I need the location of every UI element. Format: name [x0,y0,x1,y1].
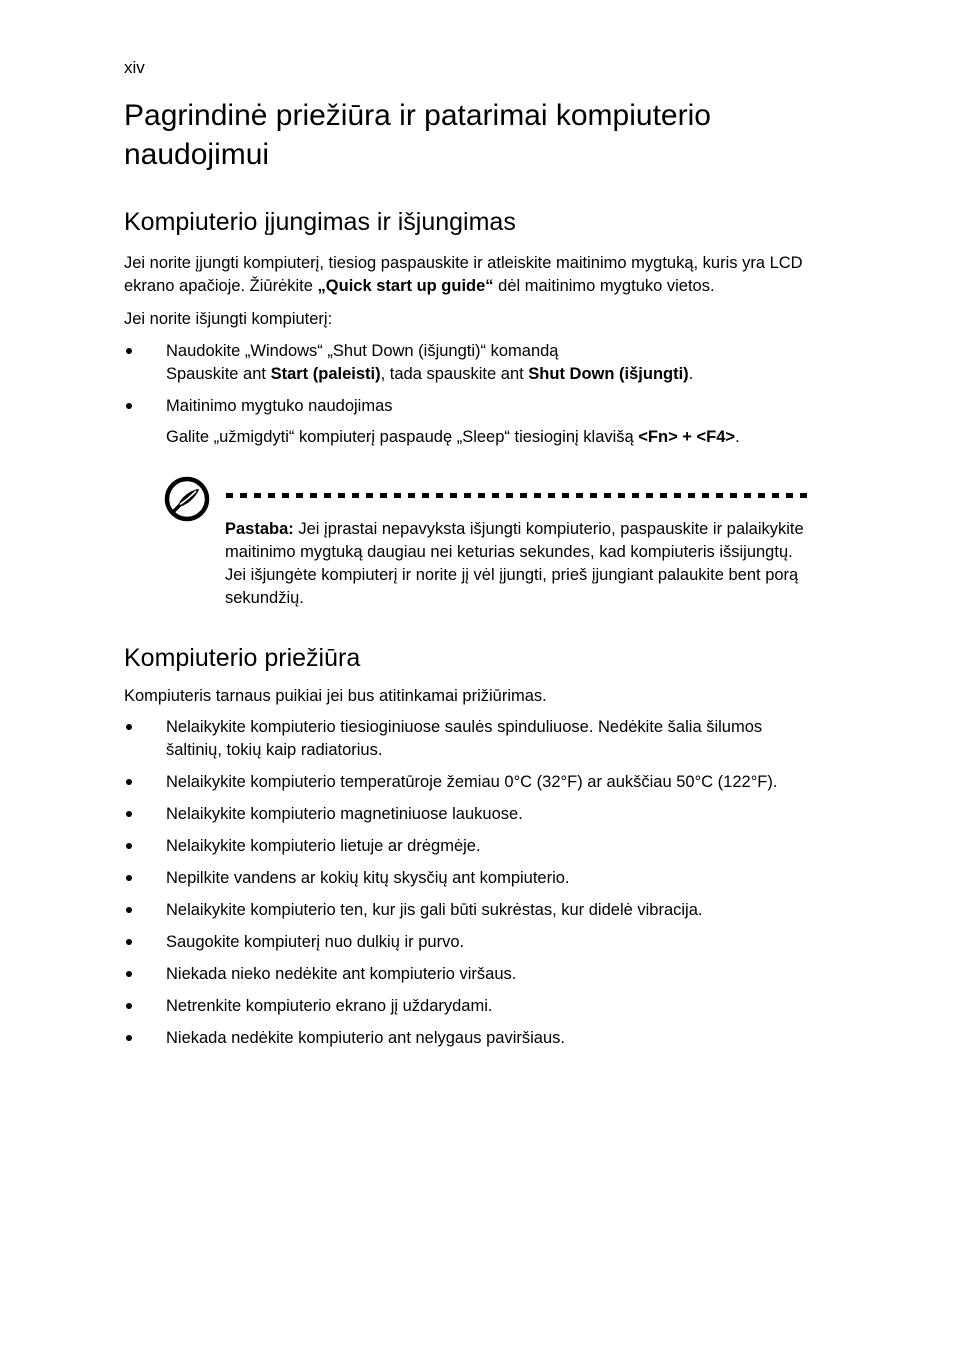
section-heading-power: Kompiuterio įjungimas ir išjungimas [124,208,516,236]
bullet-icon [126,403,132,409]
bullet-icon [126,1035,132,1041]
note-label: Pastaba: [225,520,294,538]
care-tips-list [124,716,814,1050]
power-on-text-end: dėl maitinimo mygtuko vietos. [493,277,715,295]
bullet-icon [126,907,132,913]
shutdown-label: Shut Down (išjungti) [528,365,689,383]
section-power-on-off [124,207,814,449]
care-intro: Kompiuteris tarnaus puikiai jei bus atitinkamai prižiūrimas. [124,687,547,705]
sleep-hotkey: <Fn> + <F4> [638,428,736,446]
list-item [124,803,814,826]
page-number: xiv [124,58,145,77]
section-heading-care: Kompiuterio priežiūra [124,644,361,672]
quick-start-guide-ref: „Quick start up guide“ [317,277,494,295]
note-divider [226,493,810,498]
power-on-text: Jei norite įjungti kompiuterį, tiesiog paspauskite ir atleiskite maitinimo mygtuką, kuris yra LCD ekrano apačioje. Žiūrėkite [124,254,803,295]
bullet-icon [126,811,132,817]
bullet-text: Niekada nieko nedėkite ant kompiuterio viršaus. [166,965,517,983]
section-computer-care [124,643,814,1059]
bullet-line [166,363,814,386]
list-item [124,1027,814,1050]
bullet-icon [126,875,132,881]
note-text [225,518,805,610]
page-title: Pagrindinė priežiūra ir patarimai kompiuterio naudojimui [124,99,711,171]
list-item [124,995,814,1018]
start-label: Start (paleisti) [270,365,381,383]
bullet-text: Galite „užmigdyti“ kompiuterį paspaudę „Sleep“ tiesioginį klavišą [166,428,639,446]
power-off-intro: Jei norite išjungti kompiuterį: [124,310,333,328]
bullet-icon [126,724,132,730]
bullet-text: , tada spauskite ant [380,365,529,383]
bullet-line [166,426,814,449]
bullet-text: Nelaikykite kompiuterio ten, kur jis gali būti sukrėstas, kur didelė vibracija. [166,901,703,919]
bullet-line: Naudokite „Windows“ „Shut Down (išjungti)“ komandą [166,342,559,360]
bullet-text: Netrenkite kompiuterio ekrano jį uždarydami. [166,997,493,1015]
bullet-text: Nelaikykite kompiuterio lietuje ar drėgmėje. [166,837,481,855]
power-on-paragraph [124,252,814,298]
bullet-text: Nelaikykite kompiuterio temperatūroje žemiau 0°C (32°F) ar aukščiau 50°C (122°F). [166,773,778,791]
note-body: Jei įprastai nepavyksta išjungti kompiuterio, paspauskite ir palaikykite maitinimo mygtuką daugiau nei keturias sekundes, kad kompiuteris išsijungtų. Jei išjungėte kompiuterį ir norite jį vėl įjungti, prieš įjungiant palaukite bent porą sekundžių. [225,520,804,607]
list-item [124,867,814,890]
list-item [124,716,814,762]
bullet-line: Maitinimo mygtuko naudojimas [166,397,393,415]
power-off-methods-list [124,340,814,449]
bullet-icon [126,971,132,977]
bullet-text: Spauskite ant [166,365,271,383]
note-box [164,476,814,616]
bullet-text: Nelaikykite kompiuterio tiesioginiuose saulės spinduliuose. Nedėkite šalia šilumos šaltinių, tokių kaip radiatorius. [166,718,763,759]
bullet-text: Nelaikykite kompiuterio magnetiniuose laukuose. [166,805,523,823]
bullet-icon [126,843,132,849]
list-item [124,340,814,386]
bullet-text: Niekada nedėkite kompiuterio ant nelygaus paviršiaus. [166,1029,565,1047]
bullet-text: Saugokite kompiuterį nuo dulkių ir purvo. [166,933,465,951]
bullet-text: . [735,428,740,446]
list-item [124,931,814,954]
bullet-icon [126,1003,132,1009]
note-pen-icon [164,476,210,522]
bullet-icon [126,939,132,945]
list-item [124,899,814,922]
list-item [124,395,814,449]
bullet-icon [126,348,132,354]
bullet-icon [126,779,132,785]
bullet-text: . [688,365,694,383]
list-item [124,835,814,858]
list-item [124,963,814,986]
bullet-text: Nepilkite vandens ar kokių kitų skysčių ant kompiuterio. [166,869,570,887]
list-item [124,771,814,794]
